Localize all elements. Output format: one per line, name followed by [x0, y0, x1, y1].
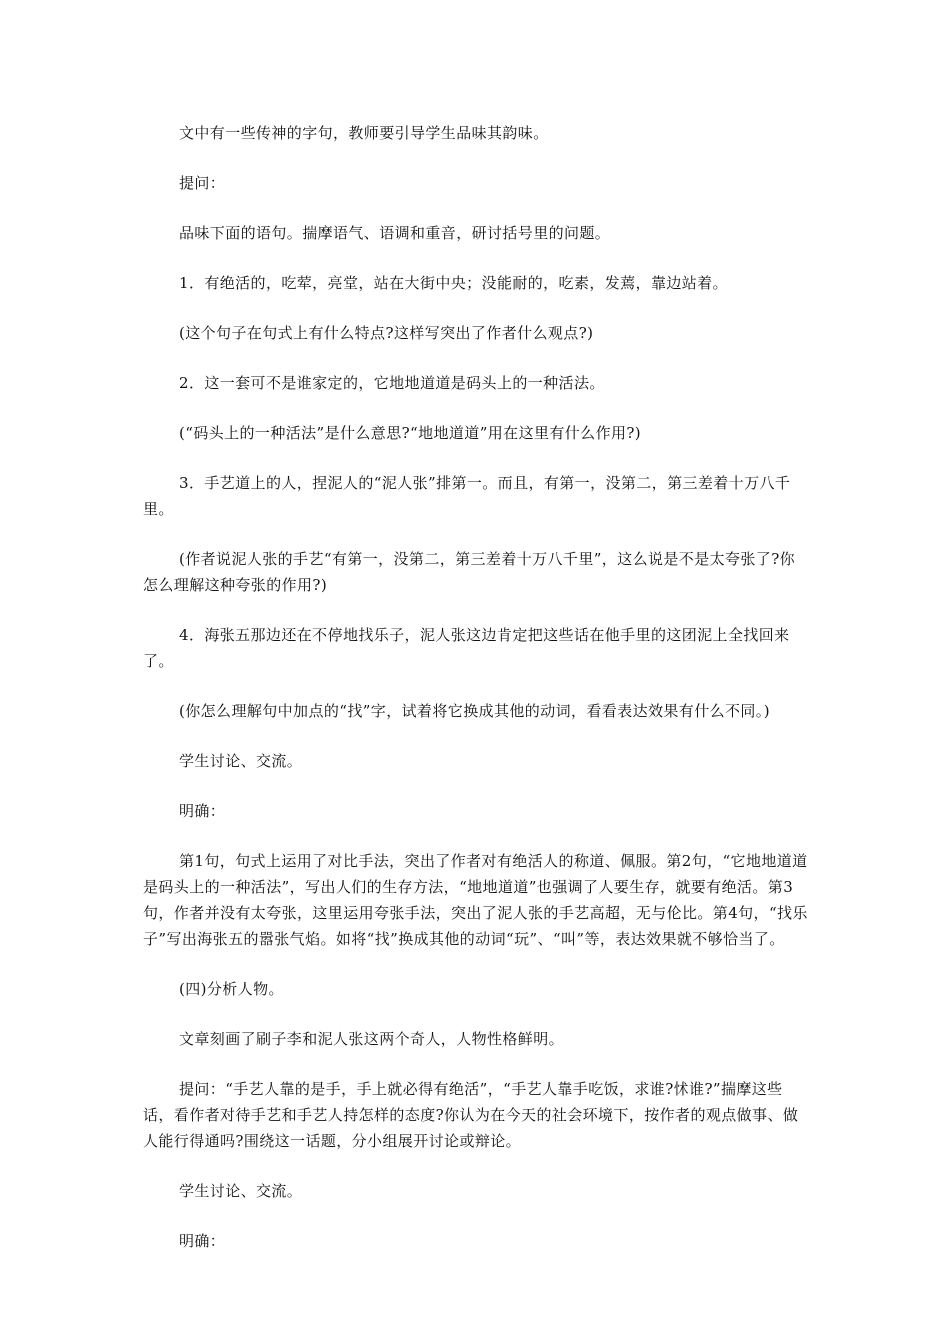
paragraph-sentence-2: 2．这一套可不是谁家定的，它地地道道是码头上的一种活法。: [179, 374, 605, 392]
document-body: [143, 120, 808, 1278]
paragraph-clarify-label-2: 明确：: [179, 1232, 226, 1250]
paragraph-sentence-1: 1．有绝活的，吃荤，亮堂，站在大街中央；没能耐的，吃素，发蔫，靠边站着。: [179, 274, 728, 292]
paragraph-question-4: (你怎么理解句中加点的“找”字，试着将它换成其他的动词，看看表达效果有什么不同。): [179, 702, 770, 720]
paragraph-discussion: 学生讨论、交流。: [179, 752, 303, 770]
paragraph-sentence-3: 3．手艺道上的人，捏泥人的“泥人张”排第一。而且，有第一，没第二，第三差着十万八千里。: [143, 474, 791, 518]
paragraph-clarify-answer: 第1句，句式上运用了对比手法，突出了作者对有绝活人的称道、佩服。第2句，“它地地道道是码头上的一种活法”，写出人们的生存方法，“地地道道”也强调了人要生存，就要有绝活。第3句，作者并没有太夸张，这里运用夸张手法，突出了泥人张的手艺高超，无与伦比。第4句，“找乐子”写出海张五的嚣张气焰。如将“找”换成其他的动词“玩”、“叫”等，表达效果就不够恰当了。: [143, 852, 808, 948]
paragraph-question-3: (作者说泥人张的手艺“有第一，没第二，第三差着十万八千里”，这么说是不是太夸张了?你怎么理解这种夸张的作用?): [143, 550, 796, 594]
paragraph-question-label: 提问：: [179, 174, 226, 192]
paragraph-intro: 文中有一些传神的字句，教师要引导学生品味其韵味。: [179, 124, 549, 142]
paragraph-discussion-2: 学生讨论、交流。: [179, 1182, 303, 1200]
paragraph-question-2: (“码头上的一种活法”是什么意思?“地地道道”用在这里有什么作用?): [179, 424, 642, 442]
paragraph-characters: 文章刻画了刷子李和泥人张这两个奇人，人物性格鲜明。: [179, 1030, 565, 1048]
paragraph-question-1: (这个句子在句式上有什么特点?这样写突出了作者什么观点?): [179, 324, 594, 342]
paragraph-section-heading: (四)分析人物。: [179, 980, 284, 998]
paragraph-clarify-label: 明确：: [179, 802, 226, 820]
paragraph-sentence-4: 4．海张五那边还在不停地找乐子，泥人张这边肯定把这些话在他手里的这团泥上全找回来了。: [143, 626, 790, 670]
paragraph-instruction: 品味下面的语句。揣摩语气、语调和重音，研讨括号里的问题。: [179, 224, 611, 242]
paragraph-question-5: 提问：“手艺人靠的是手，手上就必得有绝活”，“手艺人靠手吃饭，求谁?怵谁?”揣摩这些话，看作者对待手艺和手艺人持怎样的态度?你认为在今天的社会环境下，按作者的观点做事、做人能行得通吗?围绕这一话题，分小组展开讨论或辩论。: [143, 1080, 799, 1150]
